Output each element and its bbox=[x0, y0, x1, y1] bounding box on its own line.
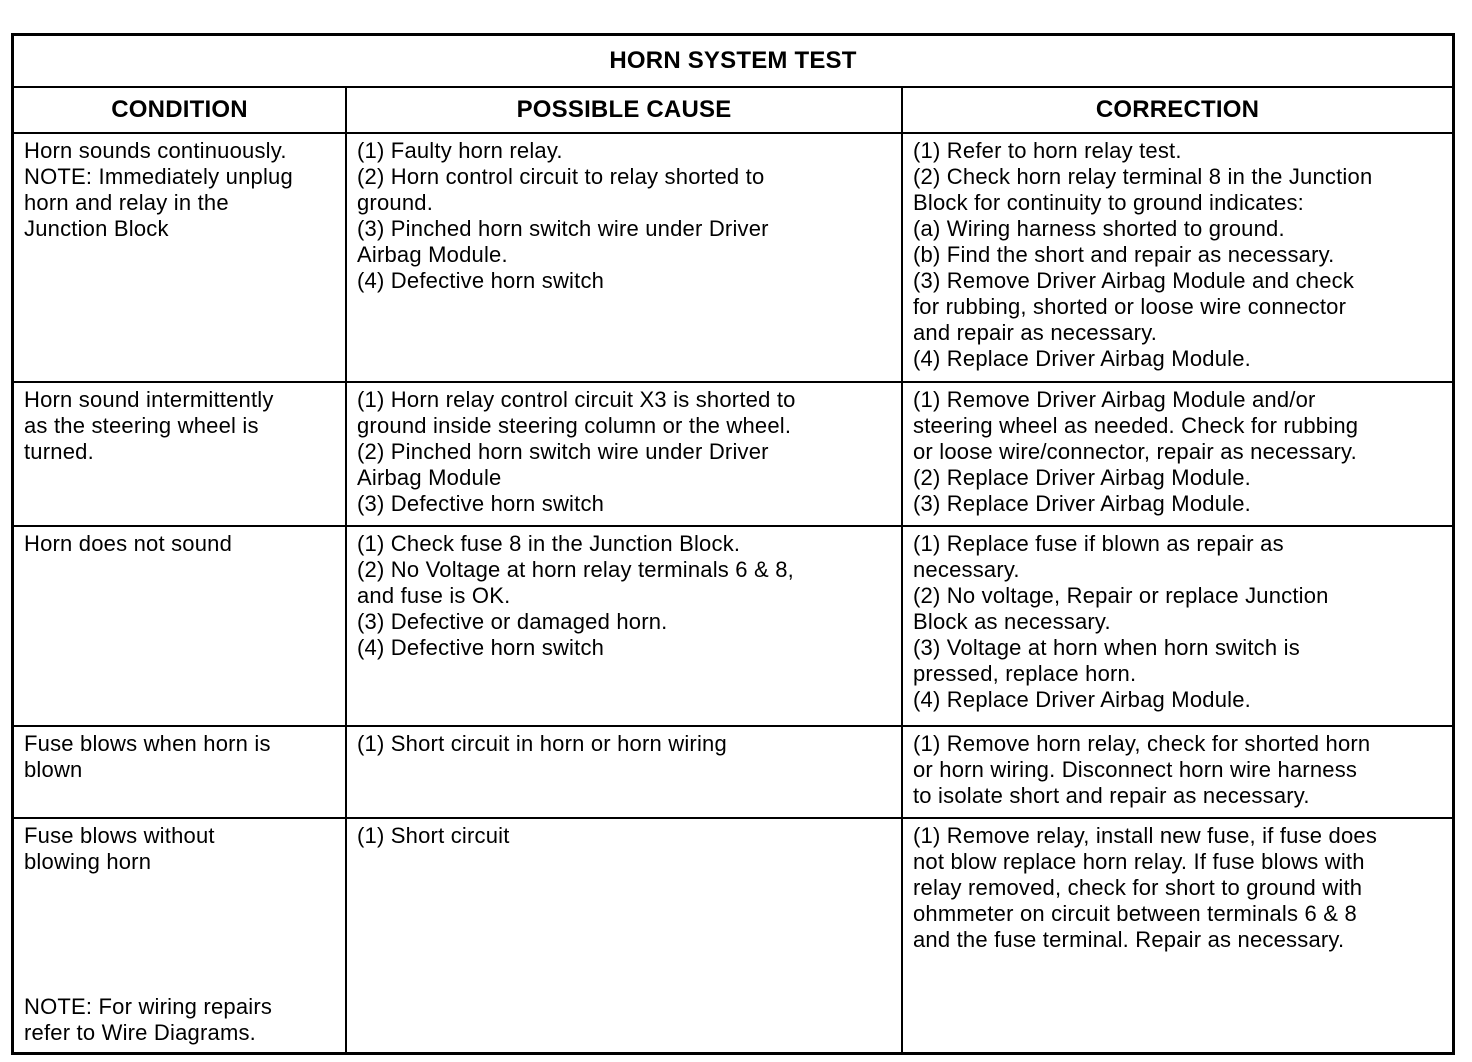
correction-cell: (1) Remove horn relay, check for shorted horn or horn wiring. Disconnect horn wire harness to isolate short and repair as necessary. bbox=[902, 726, 1452, 818]
horn-system-test-table bbox=[11, 33, 1455, 1055]
header-row bbox=[14, 87, 1452, 133]
condition-cell: Horn sounds continuously. NOTE: Immediately unplug horn and relay in the Junction Block bbox=[14, 133, 346, 382]
cause-cell: (1) Short circuit bbox=[346, 818, 902, 1052]
table-row bbox=[14, 726, 1452, 818]
cause-cell: (1) Horn relay control circuit X3 is shorted to ground inside steering column or the wheel. (2) Pinched horn switch wire under Driver Airbag Module (3) Defective horn switch bbox=[346, 382, 902, 526]
table-title: HORN SYSTEM TEST bbox=[14, 36, 1452, 87]
cause-cell: (1) Check fuse 8 in the Junction Block. (2) No Voltage at horn relay terminals 6 & 8, and fuse is OK. (3) Defective or damaged horn. (4) Defective horn switch bbox=[346, 526, 902, 726]
column-header-condition: CONDITION bbox=[14, 87, 346, 133]
condition-cell: Fuse blows without blowing horn NOTE: For wiring repairs refer to Wire Diagrams. bbox=[14, 818, 346, 1052]
title-row bbox=[14, 36, 1452, 87]
condition-cell: Horn sound intermittently as the steering wheel is turned. bbox=[14, 382, 346, 526]
correction-cell: (1) Replace fuse if blown as repair as necessary. (2) No voltage, Repair or replace Junction Block as necessary. (3) Voltage at horn when horn switch is pressed, replace horn. (4) Replace Driver Airbag Module. bbox=[902, 526, 1452, 726]
cause-cell: (1) Faulty horn relay. (2) Horn control circuit to relay shorted to ground. (3) Pinched horn switch wire under Driver Airbag Module. (4) Defective horn switch bbox=[346, 133, 902, 382]
condition-cell: Fuse blows when horn is blown bbox=[14, 726, 346, 818]
correction-cell: (1) Refer to horn relay test. (2) Check horn relay terminal 8 in the Junction Block for continuity to ground indicates: (a) Wiring harness shorted to ground. (b) Find the short and repair as necessary. (3) Remove Driver Airbag Module and check for rubbing, shorted or loose wire connector and repair as necessary. (4) Replace Driver Airbag Module. bbox=[902, 133, 1452, 382]
column-header-possible-cause: POSSIBLE CAUSE bbox=[346, 87, 902, 133]
correction-cell: (1) Remove Driver Airbag Module and/or steering wheel as needed. Check for rubbing or loose wire/connector, repair as necessary. (2) Replace Driver Airbag Module. (3) Replace Driver Airbag Module. bbox=[902, 382, 1452, 526]
table-row bbox=[14, 818, 1452, 1052]
wiring-repair-note: NOTE: For wiring repairs refer to Wire Diagrams. bbox=[24, 994, 273, 1045]
table-row bbox=[14, 526, 1452, 726]
table-row bbox=[14, 382, 1452, 526]
cause-cell: (1) Short circuit in horn or horn wiring bbox=[346, 726, 902, 818]
condition-cell: Horn does not sound bbox=[14, 526, 346, 726]
correction-cell: (1) Remove relay, install new fuse, if fuse does not blow replace horn relay. If fuse blows with relay removed, check for short to ground with ohmmeter on circuit between terminals 6 & 8 and the fuse terminal. Repair as necessary. bbox=[902, 818, 1452, 1052]
table-row bbox=[14, 133, 1452, 382]
diagnosis-table bbox=[14, 36, 1452, 1052]
column-header-correction: CORRECTION bbox=[902, 87, 1452, 133]
